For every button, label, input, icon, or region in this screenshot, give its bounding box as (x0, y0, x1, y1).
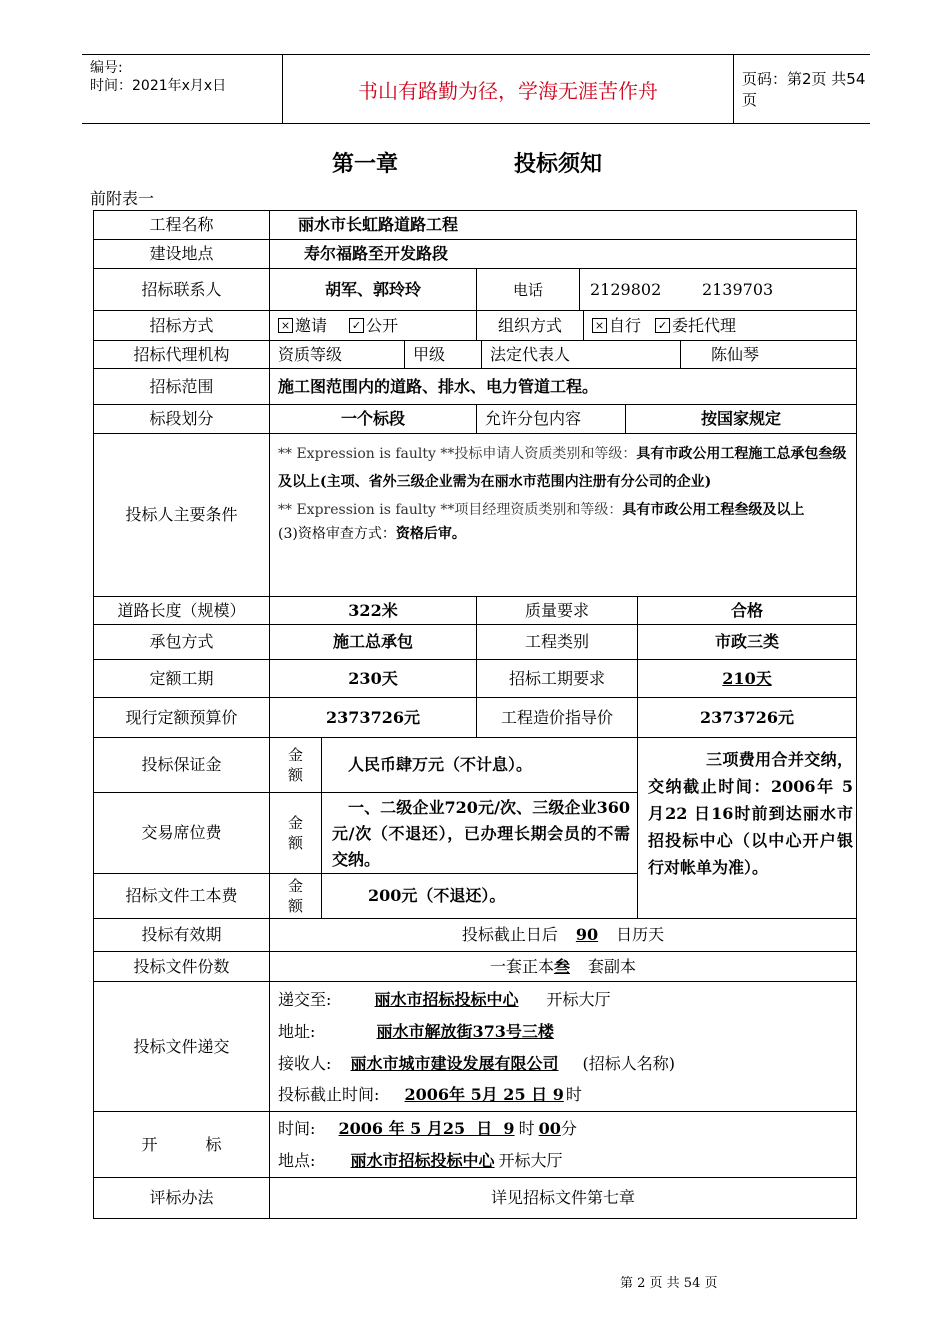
method-options (269, 310, 477, 341)
amount-label: 金额 (269, 792, 322, 874)
page-footer: 第 2 页 共 54 页 (620, 1276, 718, 1291)
deposit-note: 三项费用合并交纳，交纳截止时间：2006年 5月22 日16时前到达丽水市招投标中心（以中心开户银行对帐单为准）。 (648, 750, 853, 877)
conditions-text (278, 440, 850, 544)
cell-label: 道路长度（规模） (93, 596, 270, 625)
cell-label: 现行定额预算价 (93, 697, 270, 738)
checkbox-invite[interactable]: × (278, 318, 293, 333)
budget: 2373726元 (269, 697, 477, 738)
cell-label: 招标方式 (93, 310, 270, 341)
address: 地址: 丽水市解放街373号三楼 (278, 1022, 554, 1041)
condition-1: ** Expression is faulty **投标申请人资质类别和等级：具有市政公用工程施工总承包叁级及以上(主项、省外三级企业需为在丽水市范围内注册有分公司的企业) (278, 446, 847, 490)
page-info: 页码：第2页 共54页 (742, 70, 866, 109)
open-time: 时间: 2006 年 5 月25 日 9 时 00分 (278, 1119, 577, 1138)
org-opt2: 委托代理 (672, 315, 737, 335)
legal-rep: 陈仙琴 (680, 340, 857, 369)
copies: 一套正本 叁 套副本 (269, 951, 857, 982)
qual: 甲级 (404, 340, 482, 369)
length: 322米 (269, 596, 477, 625)
qual-label: 资质等级 (269, 340, 405, 369)
method-opt2: 公开 (366, 315, 399, 335)
guide-label: 工程造价指导价 (476, 697, 638, 738)
checkbox-agent[interactable]: ✓ (655, 318, 670, 333)
time-label: 时间：2021年x月x日 (90, 78, 227, 94)
quality-label: 质量要求 (476, 596, 638, 625)
cell-label: 工程名称 (93, 210, 270, 240)
cell-label: 招标联系人 (93, 268, 270, 311)
cell-label: 标段划分 (93, 404, 270, 434)
submit-to: 递交至: 丽水市招标投标中心 开标大厅 (278, 990, 611, 1009)
org-options (583, 310, 857, 341)
category: 市政三类 (637, 624, 857, 660)
motto: 书山有路勤为径，学海无涯苦作舟 (282, 55, 734, 123)
cell-label: 招标范围 (93, 368, 270, 405)
quality: 合格 (637, 596, 857, 625)
cell-label: 投标保证金 (93, 737, 270, 793)
project-name: 丽水市长虹路道路工程 (269, 210, 857, 240)
subcontract-label: 允许分包内容 (476, 404, 626, 434)
cell-label: 评标办法 (93, 1177, 270, 1219)
cell-label: 定额工期 (93, 659, 270, 698)
checkbox-open[interactable]: ✓ (349, 318, 364, 333)
number-label: 编号: (90, 60, 123, 76)
appendix-title: 前附表一 (90, 189, 155, 208)
amount-label: 金额 (269, 873, 322, 919)
validity: 投标截止日后 90 日历天 (269, 918, 857, 952)
subcontract: 按国家规定 (625, 404, 857, 434)
checkbox-self[interactable]: × (592, 318, 607, 333)
contract: 施工总承包 (269, 624, 477, 660)
cell-label: 建设地点 (93, 239, 270, 269)
cell-label: 投标文件递交 (93, 981, 270, 1112)
lot: 一个标段 (269, 404, 477, 434)
chapter-title: 投标须知 (514, 152, 603, 177)
condition-2: ** Expression is faulty **项目经理资质类别和等级：具有市政公用工程叁级及以上 (278, 502, 805, 518)
category-label: 工程类别 (476, 624, 638, 660)
org-label: 组织方式 (476, 310, 584, 341)
amount-label: 金额 (269, 737, 322, 793)
cell-label: 招标文件工本费 (93, 873, 270, 919)
bond: 人民币肆万元（不计息）。 (321, 737, 638, 793)
req-period-label: 招标工期要求 (476, 659, 638, 698)
cell-label: 投标文件份数 (93, 951, 270, 982)
cell-label: 承包方式 (93, 624, 270, 660)
cell-label: 招标代理机构 (93, 340, 270, 369)
guide: 2373726元 (637, 697, 857, 738)
chapter-number: 第一章 (332, 152, 399, 177)
cell-label: 开 标 (93, 1111, 270, 1178)
org-opt1: 自行 (609, 315, 642, 335)
phone: 2129802 2139703 (579, 268, 857, 311)
deadline: 投标截止时间: 2006年 5月 25 日 9 时 (278, 1085, 582, 1104)
scope: 施工图范围内的道路、排水、电力管道工程。 (269, 368, 857, 405)
condition-3: (3)资格审查方式：资格后审。 (278, 526, 466, 542)
cell-label: 投标有效期 (93, 918, 270, 952)
legal-rep-label: 法定代表人 (481, 340, 681, 369)
method-opt1: 邀请 (295, 315, 328, 335)
cell-label: 投标人主要条件 (93, 433, 270, 597)
site: 寿尔福路至开发路段 (269, 239, 857, 269)
eval: 详见招标文件第七章 (269, 1177, 857, 1219)
cell-label: 交易席位费 (93, 792, 270, 874)
seat: 一、二级企业720元/次、三级企业360元/次（不退还），已办理长期会员的不需交纳。 (332, 798, 630, 869)
period: 230天 (269, 659, 477, 698)
open-place: 地点: 丽水市招标投标中心 开标大厅 (278, 1151, 563, 1170)
contact: 胡军、郭玲玲 (269, 268, 477, 311)
req-period: 210天 (637, 659, 857, 698)
phone-label: 电话 (476, 268, 580, 311)
receiver: 接收人: 丽水市城市建设发展有限公司 (招标人名称) (278, 1054, 676, 1073)
doc-fee: 200元（不退还）。 (321, 873, 638, 919)
